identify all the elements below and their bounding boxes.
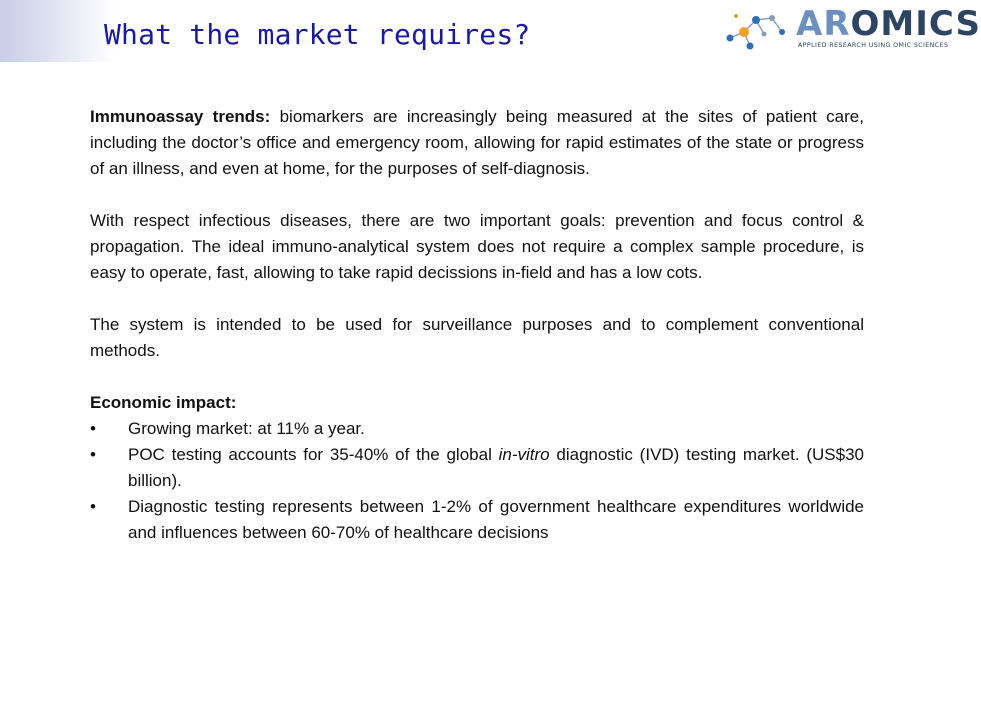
bullet-growing-market: • Growing market: at 11% a year. (90, 416, 864, 442)
bullet-marker: • (90, 419, 96, 438)
paragraph-immunoassay-trends: Immunoassay trends: biomarkers are increasingly being measured at the sites of patient care, including the doctor’s office and emergency room, allowing for rapid estimates of the state or progress of an illness, and even at home, for the purposes of self-diagnosis. (90, 107, 864, 178)
molecule-icon (720, 8, 794, 52)
logo-tagline: APPLIED RESEARCH USING OMIC SCIENCES (798, 42, 949, 49)
bullet-poc-testing: • POC testing accounts for 35-40% of the global in-vitro diagnostic (IVD) testing market. (US$30 billion). (90, 442, 864, 494)
slide-title: What the market requires? (104, 18, 531, 51)
paragraph-infectious-diseases: With respect infectious diseases, there are two important goals: prevention and focus control & propagation. The ideal immuno-analytical system does not require a complex sample procedure, is easy to operate, fast, allowing to take rapid decissions in-field and has a low cots. (90, 211, 864, 282)
slide-body (90, 104, 864, 546)
economic-impact-heading: Economic impact: (90, 393, 237, 412)
bullet-marker: • (90, 497, 96, 516)
paragraph-surveillance: The system is intended to be used for surveillance purposes and to complement conventional methods. (90, 315, 864, 360)
immunoassay-heading: Immunoassay trends: (90, 107, 271, 126)
bullet-diagnostic-testing: • Diagnostic testing represents between 1-2% of government healthcare expenditures worldwide and influences between 60-70% of healthcare decisions (90, 494, 864, 546)
bullet-marker: • (90, 445, 96, 464)
corner-gradient (0, 0, 115, 62)
logo-wordmark: AROMICS (796, 4, 981, 44)
aromics-logo (716, 4, 981, 52)
